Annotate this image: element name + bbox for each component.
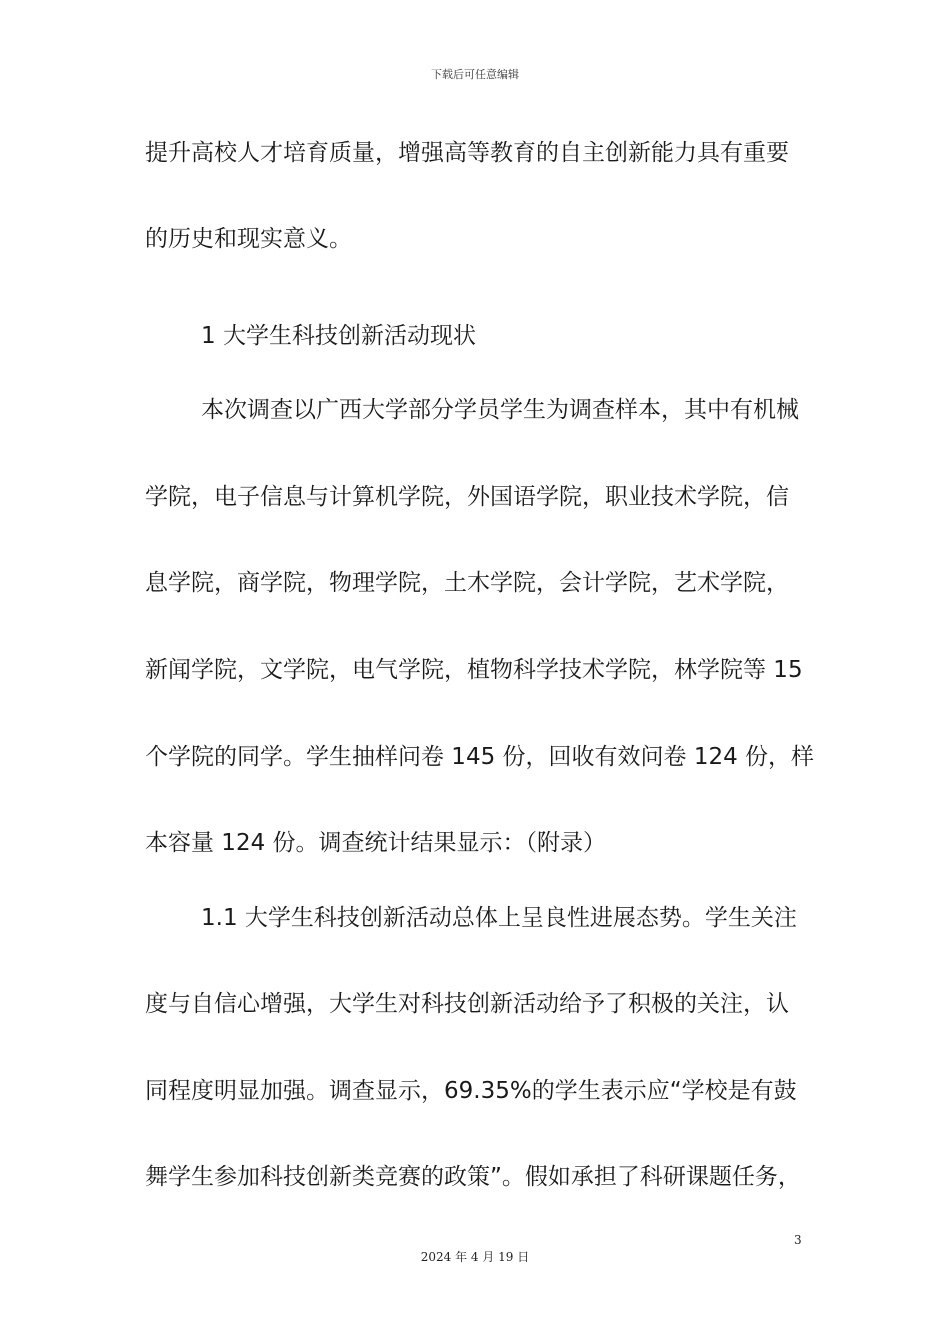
paragraph-line: 的历史和现实意义。 [145, 226, 352, 252]
paragraph-line: 本次调查以广西大学部分学员学生为调查样本，其中有机械 [201, 397, 799, 423]
paragraph-line: 本容量 124 份。调查统计结果显示：（附录） [145, 830, 607, 856]
subsection-paragraph-line: 1.1 大学生科技创新活动总体上呈良性进展态势。学生关注 [201, 905, 797, 931]
header-note: 下载后可任意编辑 [431, 68, 519, 81]
paragraph-line: 息学院，商学院，物理学院，土木学院，会计学院，艺术学院， [145, 570, 789, 596]
section-heading: 1 大学生科技创新活动现状 [201, 323, 476, 349]
paragraph-line: 同程度明显加强。调查显示，69.35%的学生表示应“学校是有鼓 [145, 1078, 797, 1104]
paragraph-line: 度与自信心增强，大学生对科技创新活动给予了积极的关注，认 [145, 991, 789, 1017]
paragraph-line: 学院，电子信息与计算机学院，外国语学院，职业技术学院，信 [145, 484, 789, 510]
paragraph-line: 新闻学院，文学院，电气学院，植物科学技术学院，林学院等 15 [145, 657, 803, 683]
footer-date: 2024 年 4 月 19 日 [420, 1250, 530, 1264]
paragraph-line: 提升高校人才培育质量，增强高等教育的自主创新能力具有重要 [145, 140, 789, 166]
page-number: 3 [794, 1233, 802, 1247]
paragraph-line: 舞学生参加科技创新类竞赛的政策”。假如承担了科研课题任务， [145, 1164, 801, 1190]
paragraph-line: 个学院的同学。学生抽样问卷 145 份，回收有效问卷 124 份，样 [145, 744, 815, 770]
